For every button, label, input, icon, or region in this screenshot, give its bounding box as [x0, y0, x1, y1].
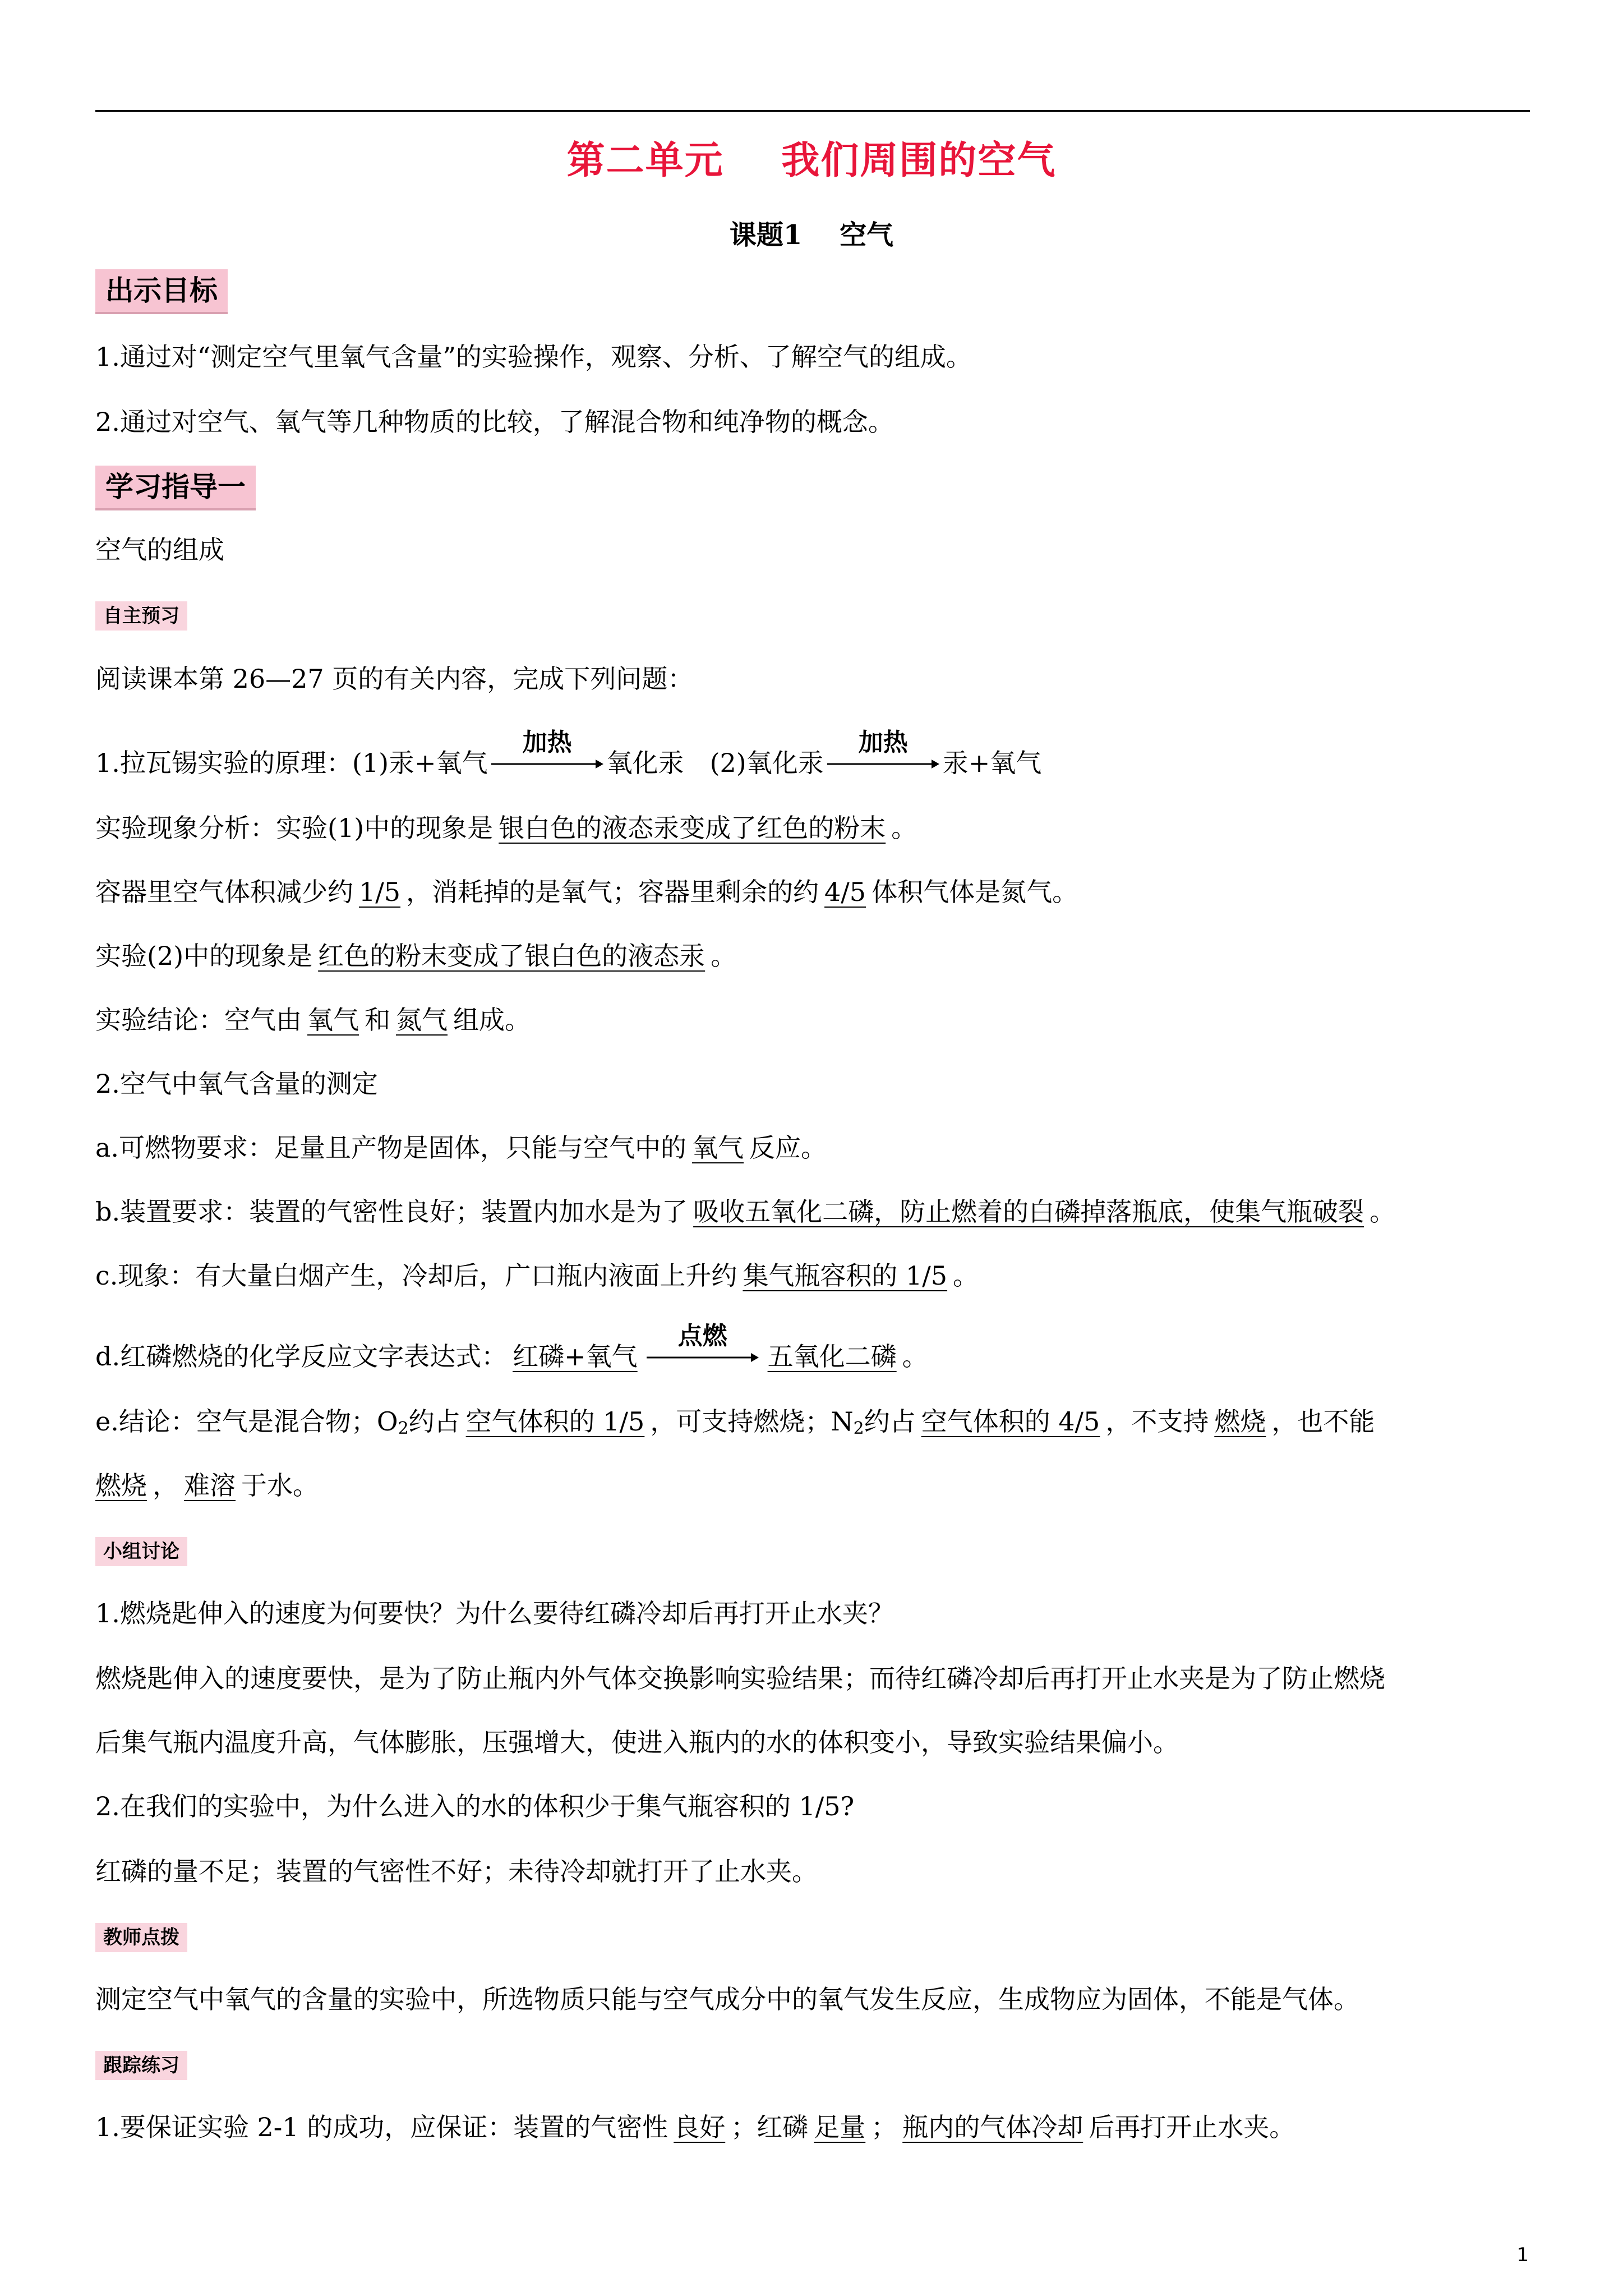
- conclusion-text-1: 实验结论：空气由: [95, 1005, 302, 1035]
- item-b-prefix: b.装置要求：装置的气密性良好；装置内加水是为了: [95, 1197, 688, 1227]
- item-e-answer-1: 空气体积的 1/5: [465, 1406, 645, 1437]
- arrow-condition-2: 加热: [858, 728, 908, 757]
- practice-tag: 跟踪练习: [95, 2051, 187, 2080]
- item-e-answer-4: 燃烧: [95, 1470, 147, 1501]
- lavoisier-mid: 氧化汞 (2)氧化汞: [606, 748, 824, 778]
- reading-instruction: 阅读课本第 26—27 页的有关内容，完成下列问题：: [95, 664, 694, 694]
- reaction-arrow-3: [647, 1322, 759, 1373]
- arrow-icon: [827, 757, 939, 771]
- conclusion-answer-1: 氧气: [307, 1005, 359, 1035]
- practice-text-2: ；红磷: [731, 2112, 809, 2142]
- page-number: 1: [1516, 2244, 1529, 2266]
- item-d-prefix: d.红磷燃烧的化学反应文字表达式：: [95, 1341, 508, 1372]
- lesson-subtitle: 课题1 空气: [729, 219, 894, 251]
- lavoisier-principle: [95, 728, 1042, 780]
- item-c: [95, 1259, 979, 1292]
- exp2-suffix: 。: [711, 941, 737, 971]
- reaction-arrow-1: [491, 728, 603, 780]
- arrow-condition-1: 加热: [522, 728, 572, 757]
- discussion-tag: 小组讨论: [95, 1537, 187, 1566]
- n2-subscript: 2: [853, 1419, 864, 1438]
- item-e-text-3: ，可支持燃烧；N: [650, 1406, 854, 1437]
- item-b-answer: 吸收五氧化二磷，防止燃着的白磷掉落瓶底，使集气瓶破裂: [693, 1197, 1364, 1227]
- conclusion-answer-2: 氮气: [396, 1005, 448, 1035]
- volume-answer-1: 1/5: [359, 877, 401, 907]
- item-c-prefix: c.现象：有大量白烟产生，冷却后，广口瓶内液面上升约: [95, 1260, 737, 1291]
- measure-title: 2.空气中氧气含量的测定: [95, 1069, 378, 1099]
- teacher-tag: 教师点拨: [95, 1923, 187, 1952]
- item-b: [95, 1195, 1395, 1228]
- practice-answer-2: 足量: [814, 2112, 866, 2142]
- analysis-line: [95, 811, 917, 845]
- teacher-note: 测定空气中氧气的含量的实验中，所选物质只能与空气成分中的氧气发生反应，生成物应为固体，不能是气体。: [95, 1984, 1359, 2014]
- lavoisier-suffix: 汞+氧气: [942, 748, 1042, 778]
- volume-line: [95, 875, 1078, 909]
- goal-2: 2.通过对空气、氧气等几种物质的比较，了解混合物和纯净物的概念。: [95, 407, 894, 437]
- arrow-condition-3: 点燃: [677, 1322, 727, 1350]
- item-e-text-5: ，不支持: [1105, 1406, 1209, 1437]
- practice-item-1: [95, 2110, 1295, 2144]
- volume-text-3: 体积气体是氮气。: [872, 877, 1078, 907]
- item-c-suffix: 。: [953, 1260, 979, 1291]
- item-d-answer-2: 五氧化二磷: [767, 1341, 897, 1372]
- goal-1: 1.通过对“测定空气里氧气含量”的实验操作，观察、分析、了解空气的组成。: [95, 342, 972, 372]
- conclusion-text-3: 组成。: [453, 1005, 531, 1035]
- item-e-answer-3: 燃烧: [1214, 1406, 1266, 1437]
- item-d-suffix: 。: [902, 1341, 928, 1372]
- volume-text-1: 容器里空气体积减少约: [95, 877, 353, 907]
- analysis-prefix: 实验现象分析：实验(1)中的现象是: [95, 813, 494, 843]
- arrow-icon: [647, 1351, 759, 1364]
- arrow-icon: [491, 757, 603, 771]
- item-e-text-2: 约占: [408, 1406, 460, 1437]
- item-d: [95, 1322, 928, 1373]
- practice-text-1: 1.要保证实验 2-1 的成功，应保证：装置的气密性: [95, 2112, 668, 2142]
- item-a-suffix: 反应。: [749, 1133, 827, 1163]
- guide-badge: 学习指导一: [95, 466, 256, 510]
- item-e-answer-5: 难溶: [184, 1470, 236, 1501]
- reaction-arrow-2: [827, 728, 939, 780]
- item-a: [95, 1131, 827, 1165]
- practice-text-4: 后再打开止水夹。: [1089, 2112, 1295, 2142]
- item-e-text-1: e.结论：空气是混合物；O: [95, 1406, 398, 1437]
- experiment2-line: [95, 939, 736, 973]
- analysis-answer: 银白色的液态汞变成了红色的粉末: [499, 813, 886, 843]
- exp2-answer: 红色的粉末变成了银白色的液态汞: [318, 941, 706, 971]
- item-e-line1: [95, 1405, 1375, 1446]
- item-d-answer-1: 红磷+氧气: [513, 1341, 638, 1372]
- discussion-answer-2: 红磷的量不足；装置的气密性不好；未待冷却就打开了止水夹。: [95, 1856, 818, 1887]
- item-c-answer: 集气瓶容积的 1/5: [743, 1260, 948, 1291]
- item-e-text-4: 约占: [864, 1406, 916, 1437]
- item-e-text-7: ，: [153, 1470, 178, 1501]
- exp2-prefix: 实验(2)中的现象是: [95, 941, 313, 971]
- o2-subscript: 2: [398, 1419, 409, 1438]
- item-e-text-6: ，也不能: [1271, 1406, 1375, 1437]
- discussion-question-1: 1.燃烧匙伸入的速度为何要快？为什么要待红磷冷却后再打开止水夹？: [95, 1598, 894, 1628]
- volume-answer-2: 4/5: [824, 877, 866, 907]
- item-b-suffix: 。: [1370, 1197, 1396, 1227]
- volume-text-2: ，消耗掉的是氧气；容器里剩余的约: [406, 877, 819, 907]
- header-rule: [95, 110, 1530, 112]
- analysis-suffix: 。: [891, 813, 917, 843]
- conclusion-text-2: 和: [365, 1005, 390, 1035]
- discussion-answer-1a: 燃烧匙伸入的速度要快，是为了防止瓶内外气体交换影响实验结果；而待红磷冷却后再打开止水夹是为了防止燃烧: [95, 1663, 1385, 1694]
- item-a-answer: 氧气: [692, 1133, 744, 1163]
- section-heading: 空气的组成: [95, 535, 224, 565]
- item-a-prefix: a.可燃物要求：足量且产物是固体，只能与空气中的: [95, 1133, 687, 1163]
- item-e-text-8: 于水。: [241, 1470, 319, 1501]
- practice-text-3: ；: [871, 2112, 897, 2142]
- item-e-answer-2: 空气体积的 4/5: [921, 1406, 1100, 1437]
- discussion-answer-1b: 后集气瓶内温度升高，气体膨胀，压强增大，使进入瓶内的水的体积变小，导致实验结果偏小。: [95, 1727, 1179, 1757]
- lavoisier-prefix: 1.拉瓦锡实验的原理：(1)汞+氧气: [95, 748, 488, 778]
- item-e-line2: [95, 1469, 319, 1502]
- conclusion-line: [95, 1003, 531, 1037]
- unit-title: 第二单元 我们周围的空气: [566, 138, 1057, 183]
- discussion-question-2: 2.在我们的实验中，为什么进入的水的体积少于集气瓶容积的 1/5?: [95, 1791, 855, 1821]
- practice-answer-1: 良好: [674, 2112, 726, 2142]
- goals-badge: 出示目标: [95, 269, 228, 314]
- practice-answer-3: 瓶内的气体冷却: [902, 2112, 1083, 2142]
- preview-tag: 自主预习: [95, 601, 187, 631]
